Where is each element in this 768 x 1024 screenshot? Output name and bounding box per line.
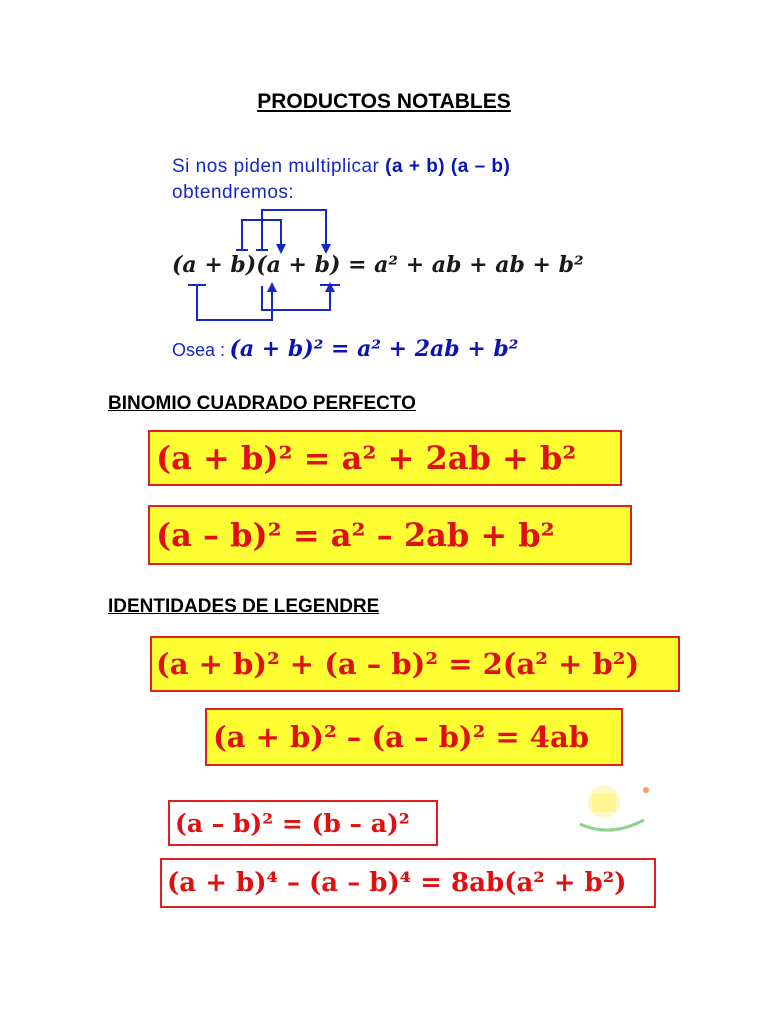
academy-watermark-logo: [572, 780, 652, 840]
binomio-formula-difference: [148, 505, 632, 565]
page-title: PRODUCTOS NOTABLES: [257, 90, 511, 113]
intro-line-1-text: Si nos piden multiplicar: [172, 156, 386, 177]
formula-fourth-power: [160, 858, 656, 908]
formula-symmetric-square: [168, 800, 438, 846]
binomio-heading: BINOMIO CUADRADO PERFECTO: [108, 393, 416, 414]
binomio-formula-sum-text: (a + b)² = a² + 2ab + b²: [156, 439, 577, 477]
formula-symmetric-square-text: (a – b)² = (b – a)²: [175, 808, 410, 838]
binomio-formula-sum: [148, 430, 622, 486]
multiplication-arrows-diagram: [0, 0, 768, 340]
legendre-formula-difference-text: (a + b)² – (a – b)² = 4ab: [213, 720, 590, 754]
osea-line: [172, 336, 518, 362]
formula-fourth-power-text: (a + b)⁴ – (a – b)⁴ = 8ab(a² + b²): [167, 868, 627, 898]
osea-label: Osea :: [172, 340, 226, 360]
intro-line-2: obtendremos:: [172, 182, 295, 203]
legendre-formula-difference: [205, 708, 623, 766]
legendre-heading: IDENTIDADES DE LEGENDRE: [108, 596, 380, 617]
intro-line-1-expression: (a + b) (a – b): [385, 156, 511, 177]
legendre-formula-sum: [150, 636, 680, 692]
expanded-product-equation: (a + b)(a + b) = a² + ab + ab + b²: [172, 252, 584, 278]
legendre-formula-sum-text: (a + b)² + (a – b)² = 2(a² + b²): [156, 647, 640, 681]
binomio-formula-difference-text: (a – b)² = a² – 2ab + b²: [156, 516, 555, 554]
osea-formula: (a + b)² = a² + 2ab + b²: [229, 336, 519, 362]
